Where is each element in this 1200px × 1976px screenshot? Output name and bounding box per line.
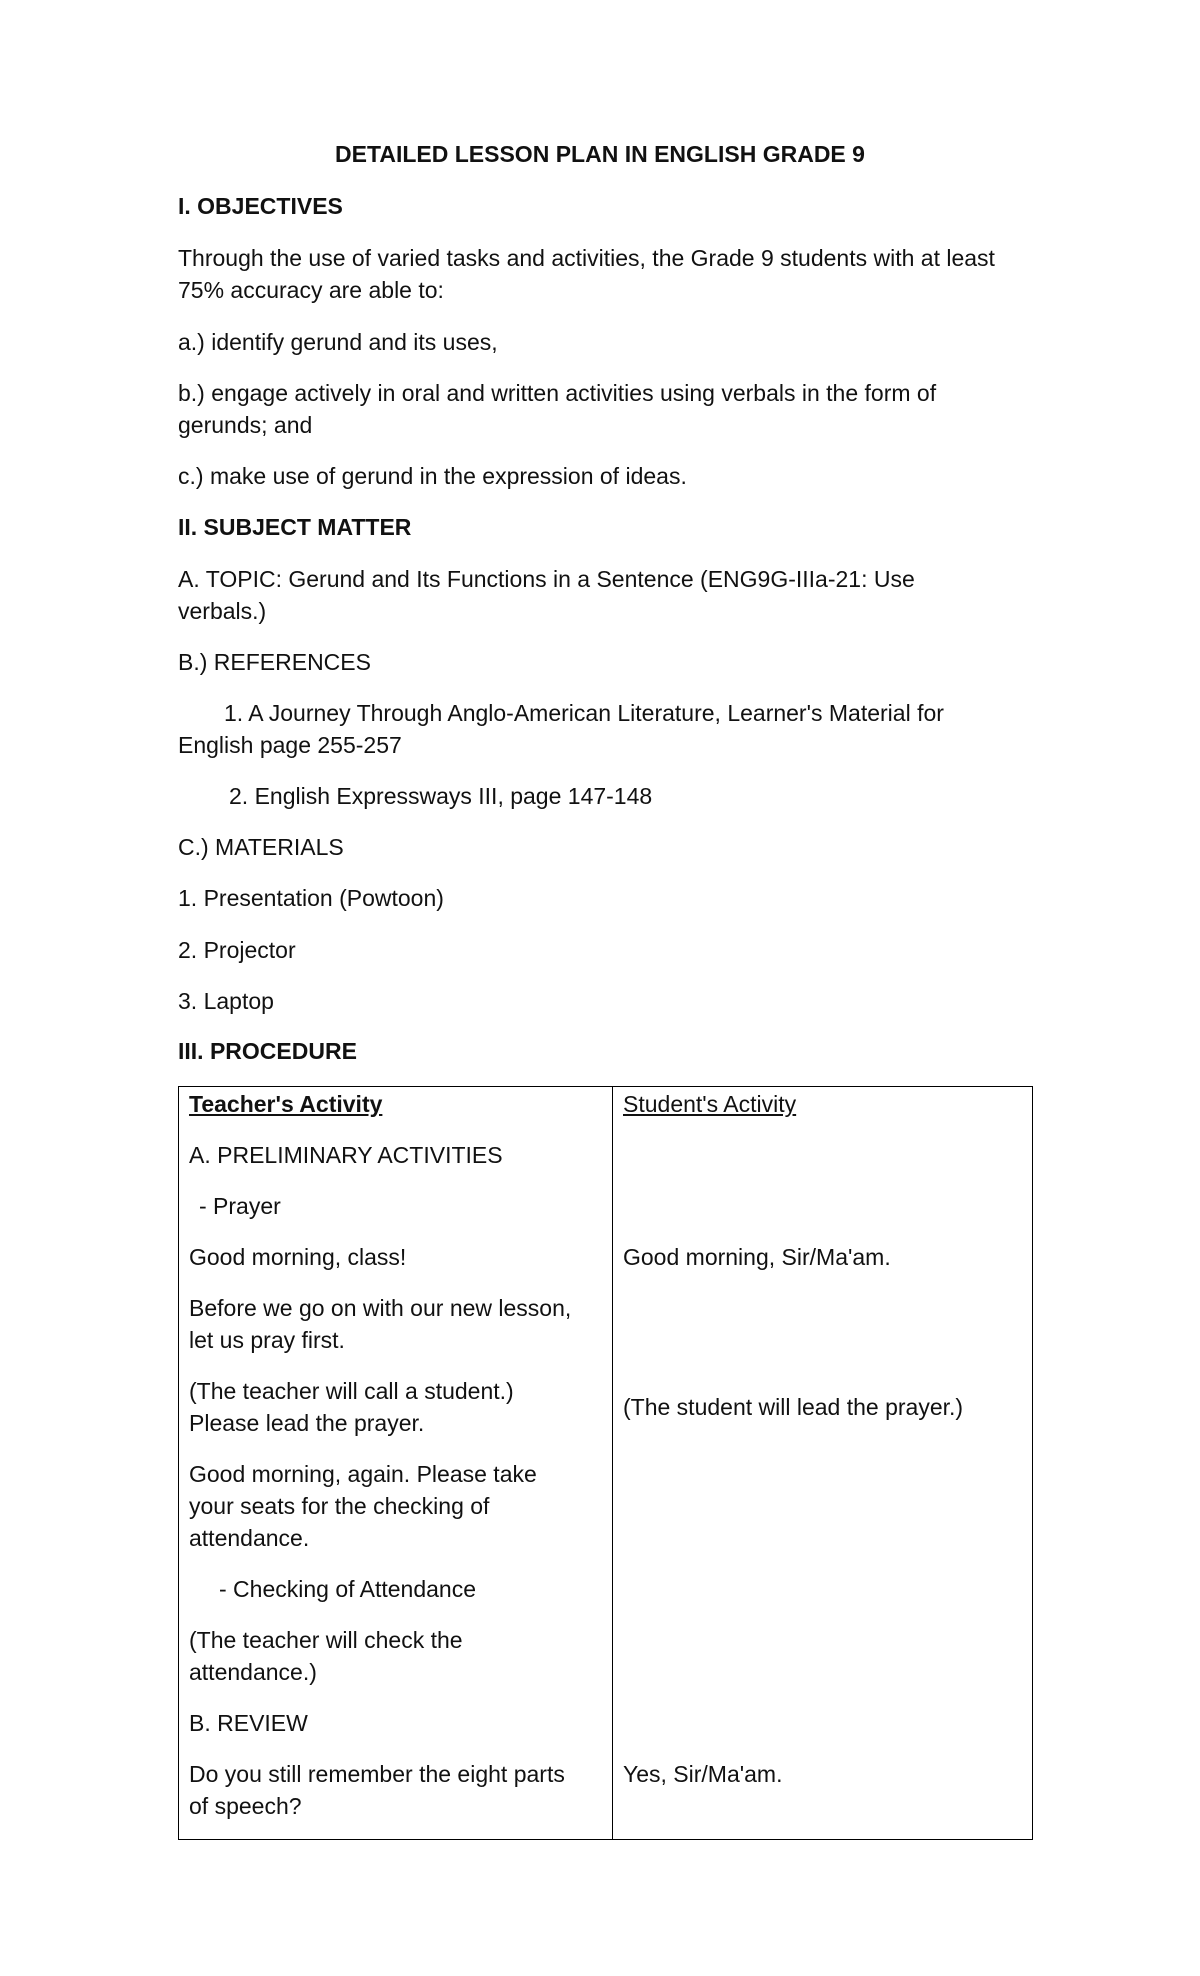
objective-item-a: a.) identify gerund and its uses,	[178, 329, 498, 355]
teacher-again-line1: Good morning, again. Please take	[189, 1461, 537, 1487]
objectives-intro-line1: Through the use of varied tasks and activities, the Grade 9 students with at least	[178, 245, 995, 271]
teacher-pray-line2: let us pray first.	[189, 1327, 345, 1353]
procedure-table	[178, 1086, 1033, 1840]
materials-heading: C.) MATERIALS	[178, 834, 344, 860]
student-prayer: (The student will lead the prayer.)	[623, 1394, 964, 1420]
teacher-greeting: Good morning, class!	[189, 1244, 407, 1270]
reference-1-line2: English page 255-257	[178, 732, 402, 758]
teacher-call-line2: Please lead the prayer.	[189, 1410, 425, 1436]
teacher-check-line1: (The teacher will check the	[189, 1627, 463, 1653]
teacher-preliminary-activities: A. PRELIMINARY ACTIVITIES	[189, 1142, 503, 1168]
reference-2: 2. English Expressways III, page 147-148	[229, 783, 653, 809]
teacher-review: B. REVIEW	[189, 1710, 308, 1736]
teacher-remember-line1: Do you still remember the eight parts	[189, 1761, 565, 1787]
teacher-remember-line2: of speech?	[189, 1793, 302, 1819]
subject-matter-heading: II. SUBJECT MATTER	[178, 514, 412, 540]
document-title: DETAILED LESSON PLAN IN ENGLISH GRADE 9	[335, 141, 865, 167]
material-2: 2. Projector	[178, 937, 296, 963]
procedure-heading: III. PROCEDURE	[178, 1038, 357, 1064]
teacher-again-line2: your seats for the checking of	[189, 1493, 490, 1519]
material-1: 1. Presentation (Powtoon)	[178, 885, 444, 911]
objectives-heading: I. OBJECTIVES	[178, 193, 343, 219]
teacher-activity-header: Teacher's Activity	[189, 1091, 383, 1117]
references-heading: B.) REFERENCES	[178, 649, 371, 675]
reference-1-line1: 1. A Journey Through Anglo-American Literature, Learner's Material for	[224, 700, 944, 726]
topic-line2: verbals.)	[178, 598, 267, 624]
objective-item-c: c.) make use of gerund in the expression of ideas.	[178, 463, 687, 489]
teacher-pray-line1: Before we go on with our new lesson,	[189, 1295, 572, 1321]
teacher-call-line1: (The teacher will call a student.)	[189, 1378, 514, 1404]
teacher-check-line2: attendance.)	[189, 1659, 317, 1685]
teacher-prayer: - Prayer	[199, 1193, 281, 1219]
teacher-checking-attendance: - Checking of Attendance	[219, 1576, 476, 1602]
table-column-divider	[612, 1087, 613, 1839]
objectives-intro-line2: 75% accuracy are able to:	[178, 277, 444, 303]
teacher-again-line3: attendance.	[189, 1525, 310, 1551]
student-greeting: Good morning, Sir/Ma'am.	[623, 1244, 891, 1270]
objective-item-b-line1: b.) engage actively in oral and written activities using verbals in the form of	[178, 380, 937, 406]
student-activity-header: Student's Activity	[623, 1091, 797, 1117]
student-yes: Yes, Sir/Ma'am.	[623, 1761, 783, 1787]
material-3: 3. Laptop	[178, 988, 274, 1014]
topic-line1: A. TOPIC: Gerund and Its Functions in a Sentence (ENG9G-IIIa-21: Use	[178, 566, 915, 592]
objective-item-b-line2: gerunds; and	[178, 412, 313, 438]
